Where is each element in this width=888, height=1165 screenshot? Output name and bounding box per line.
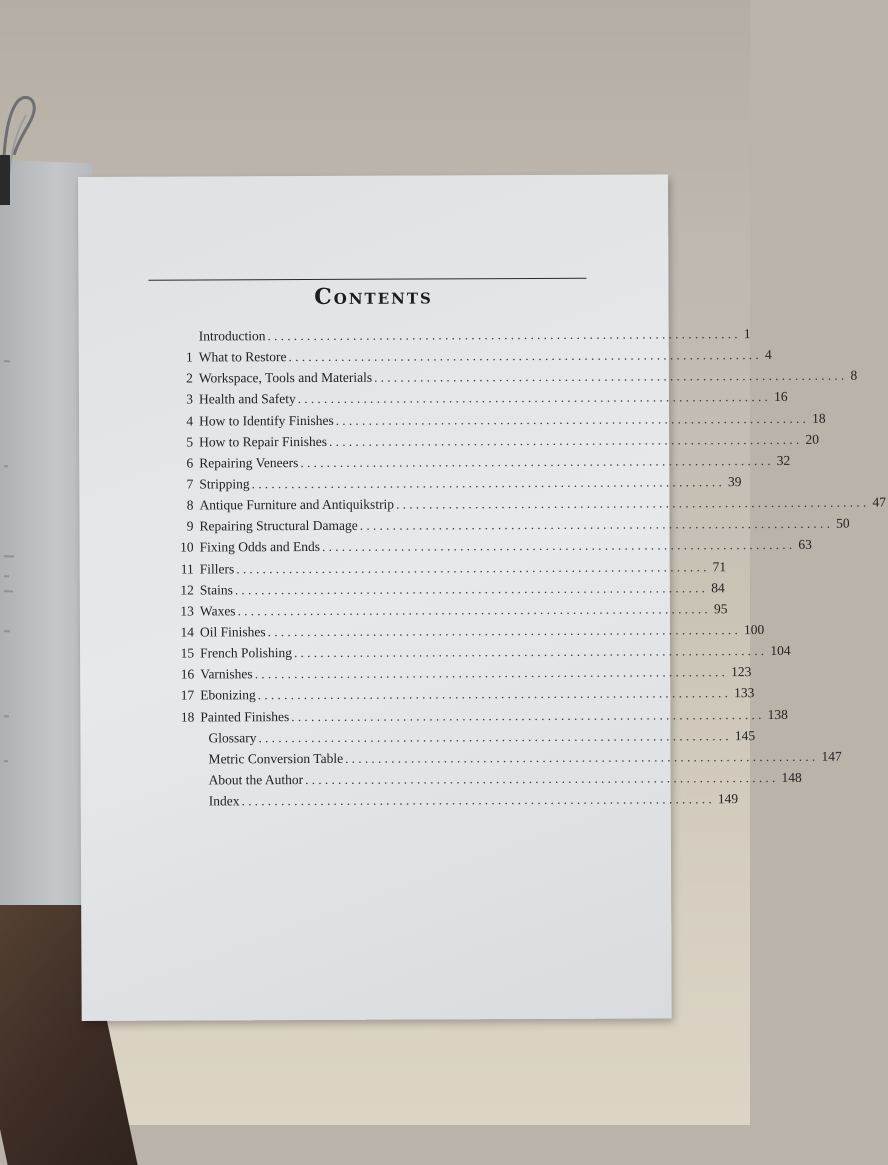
dot-leader: ........................................................................ — [345, 749, 818, 767]
toc-entry — [200, 560, 535, 583]
entry-page: 104 — [767, 643, 790, 659]
entry-page: 149 — [715, 791, 738, 807]
entry-page: 63 — [795, 537, 812, 553]
toc-entry — [200, 623, 535, 646]
toc-entry — [199, 517, 534, 540]
entry-title: Stripping — [199, 476, 251, 492]
chapter-number: 16 — [172, 667, 194, 683]
entry-title: How to Identify Finishes — [199, 412, 336, 429]
toc-entry — [199, 496, 534, 519]
toc-entry — [201, 792, 536, 815]
dot-leader: ........................................................................ — [238, 601, 711, 619]
entry-page: 138 — [765, 706, 788, 722]
dot-leader: ........................................................................ — [298, 389, 771, 407]
toc-entry — [200, 644, 535, 667]
entry-title: Painted Finishes — [200, 709, 291, 725]
toc-entry — [200, 708, 535, 731]
chapter-number: 8 — [171, 498, 193, 514]
entry-page: 145 — [732, 728, 755, 744]
dot-leader: ........................................................................ — [235, 580, 708, 598]
dot-leader: ........................................................................ — [241, 791, 714, 809]
entry-page: 32 — [774, 453, 791, 469]
entry-title: Waxes — [200, 603, 238, 619]
chapter-number: 5 — [171, 434, 193, 450]
toc-entry — [200, 686, 535, 709]
entry-title: Repairing Veneers — [199, 455, 300, 471]
dot-leader: ........................................................................ — [288, 347, 761, 365]
dot-leader: ........................................................................ — [258, 728, 731, 746]
dot-leader: ........................................................................ — [329, 432, 802, 450]
entry-page: 1 — [741, 326, 751, 342]
chapter-number: 3 — [171, 392, 193, 408]
dot-leader: ........................................................................ — [300, 453, 773, 471]
toc-entry — [199, 390, 534, 413]
entry-title: Introduction — [199, 328, 268, 344]
entry-page: 4 — [762, 347, 772, 363]
entry-title: Stains — [200, 582, 235, 598]
entry-title: Health and Safety — [199, 391, 298, 407]
dot-leader: ........................................................................ — [336, 410, 809, 428]
dot-leader: ........................................................................ — [255, 664, 728, 682]
entry-page: 47 — [869, 495, 886, 511]
entry-title: Index — [201, 793, 242, 809]
dot-leader: ........................................................................ — [268, 622, 741, 640]
chapter-number: 4 — [171, 413, 193, 429]
toc-entry — [199, 433, 534, 456]
chapter-number: 9 — [171, 519, 193, 535]
dot-leader: ........................................................................ — [236, 559, 709, 577]
entry-title: What to Restore — [199, 349, 289, 365]
entry-page: 8 — [847, 368, 857, 384]
entry-title: Varnishes — [200, 666, 255, 682]
toc-entry — [200, 602, 535, 625]
entry-page: 39 — [725, 474, 742, 490]
table-of-contents — [199, 327, 536, 815]
entry-page: 16 — [771, 389, 788, 405]
chapter-number: 7 — [171, 476, 193, 492]
toc-entry — [201, 750, 536, 773]
dot-leader: ........................................................................ — [360, 516, 833, 534]
entry-page: 147 — [818, 748, 841, 764]
chapter-number: 11 — [172, 561, 194, 577]
entry-page: 123 — [728, 664, 751, 680]
page-title: Contents — [78, 282, 668, 311]
entry-page: 20 — [802, 431, 819, 447]
entry-page: 84 — [708, 580, 725, 596]
toc-entry — [199, 475, 534, 498]
toc-entry — [199, 327, 534, 350]
entry-title: French Polishing — [200, 645, 294, 661]
chapter-number: 18 — [172, 709, 194, 725]
dot-leader: ........................................................................ — [322, 537, 795, 555]
chapter-number: 17 — [172, 688, 194, 704]
entry-title: Fillers — [200, 561, 237, 577]
entry-title: About the Author — [201, 772, 306, 788]
toc-entry — [201, 771, 536, 794]
entry-page: 71 — [710, 559, 727, 575]
entry-title: How to Repair Finishes — [199, 434, 329, 451]
toc-entry — [200, 538, 535, 561]
heading-rule — [148, 278, 586, 281]
chapter-number: 2 — [171, 371, 193, 387]
chapter-number: 13 — [172, 603, 194, 619]
entry-page: 50 — [833, 516, 850, 532]
toc-entry — [199, 369, 534, 392]
toc-entry — [199, 454, 534, 477]
entry-title: Workspace, Tools and Materials — [199, 370, 374, 387]
dot-leader: ........................................................................ — [294, 643, 767, 661]
dot-leader: ........................................................................ — [396, 495, 869, 513]
chapter-number: 10 — [172, 540, 194, 556]
dot-leader: ........................................................................ — [252, 474, 725, 492]
entry-title: Repairing Structural Damage — [199, 518, 359, 535]
dot-leader: ........................................................................ — [291, 707, 764, 725]
toc-entry — [200, 581, 535, 604]
entry-title: Glossary — [200, 730, 258, 746]
entry-page: 18 — [809, 410, 826, 426]
toc-entry — [200, 665, 535, 688]
entry-page: 148 — [778, 770, 801, 786]
entry-page: 133 — [731, 685, 754, 701]
toc-entry — [199, 348, 534, 371]
entry-page: 95 — [711, 601, 728, 617]
contents-page — [78, 174, 672, 1021]
chapter-number: 14 — [172, 624, 194, 640]
dot-leader: ........................................................................ — [305, 770, 778, 788]
toc-entry — [200, 729, 535, 752]
entry-title: Antique Furniture and Antiquikstrip — [199, 497, 396, 514]
chapter-number: 15 — [172, 646, 194, 662]
entry-page: 100 — [741, 622, 764, 638]
entry-title: Oil Finishes — [200, 624, 268, 640]
toc-entry — [199, 412, 534, 435]
chapter-number: 1 — [171, 350, 193, 366]
binder-clip-icon — [0, 95, 40, 215]
entry-title: Ebonizing — [200, 688, 258, 704]
dot-leader: ........................................................................ — [267, 326, 740, 344]
dot-leader: ........................................................................ — [374, 368, 847, 386]
chapter-number: 12 — [172, 582, 194, 598]
chapter-number: 6 — [171, 455, 193, 471]
entry-title: Metric Conversion Table — [201, 751, 346, 768]
entry-title: Fixing Odds and Ends — [200, 539, 322, 556]
dot-leader: ........................................................................ — [258, 686, 731, 704]
